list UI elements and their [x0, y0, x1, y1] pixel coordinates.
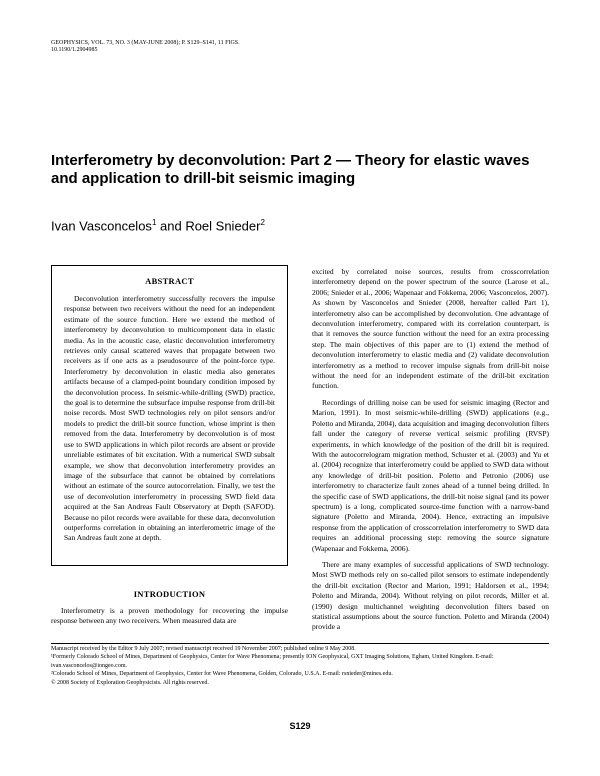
author-list	[51, 218, 265, 233]
introduction-heading: INTRODUCTION	[133, 589, 206, 599]
author-affiliation-mark: 1	[151, 218, 157, 227]
footnotes	[51, 645, 549, 687]
abstract-text: Deconvolution interferometry successfully recovers the impulse response between two receivers without the need for an independent estimate of the source function. Here we extend the method of interferometry by deconvolution to multicomponent data in elastic media. As in the acoustic case, elastic deconvolution interferometry retrieves only causal scattered waves that propagate between two receivers as if one acts as a pseudosource of the point-force type. Interferometry by deconvolution in elastic media also generates artifacts because of a clamped-point boundary condition imposed by the deconvolution process. In seismic-while-drilling (SWD) practice, the goal is to determine the subsurface impulse response from drill-bit noise records. Most SWD technologies rely on pilot sensors and/or models to predict the drill-bit source function, whose imprint is then removed from the data. Interferometry by deconvolution is of most use to SWD applications in which pilot records are absent or provide unreliable estimates of bit excitation. With a numerical SWD subsalt example, we show that deconvolution interferometry provides an image of the subsurface that cannot be obtained by correlations without an estimate of the source autocorrelation. Finally, we test the use of deconvolution interferometry in processing SWD field data acquired at the San Andreas Fault Observatory at Depth (SAFOD). Because no pilot records were available for these data, deconvolution outperforms correlation in obtaining an interferometric image of the San Andreas fault zone at depth.	[64, 294, 275, 543]
body-paragraph: Recordings of drilling noise can be used for seismic imaging (Rector and Marion, 1991). In most seismic-while-drilling (SWD) applications (e.g., Poletto and Miranda, 2004), data acquisition and imaging deconvolution filters fall under the category of reverse vertical seismic profiling (RVSP) experiments, in which knowledge of the position of the drill bit is required. With the autocorrelogram migration method, Schuster et al. (2003) and Yu et al. (2004) recognize that interferometry could be applied to SWD data without any knowledge of drill-bit position. Poletto and Petronio (2006) use interferometry to characterize fault zones ahead of a tunnel being drilled. In the specific case of SWD applications, the drill-bit noise signal (and its power spectrum) is a long, complicated source-time function with a narrow-band signature (Poletto and Miranda, 2004). Hence, extracting an impulsive response from the application of crosscorrelation interferometry to SWD data requires an additional processing step: removing the source signature (Wapenaar and Fokkema, 2006).	[312, 397, 549, 553]
abstract-heading: ABSTRACT	[145, 276, 194, 286]
footnote-affiliation-1: ¹Formerly Colorado School of Mines, Department of Geophysics, Center for Wave Phenomena; presently ION Geophysical, GXT Imaging Solutions, Egham, United Kingdom. E-mail: ivan.vasconcelos@iongeo.com.	[51, 654, 494, 669]
body-paragraph: excited by correlated noise sources, results from crosscorrelation interferometry depend on the power spectrum of the source (Larose et al., 2006; Snieder et al., 2006; Wapenaar and Fokkema, 2006; Vasconcelos, 2007). As shown by Vasconcelos and Snieder (2008, hereafter called Part 1), interferometry also can be accomplished by deconvolution. One advantage of deconvolution interferometry, compared with its correlation counterpart, is that it removes the source function without the need for an extra processing step. The main objectives of this paper are to (1) extend the method of deconvolution interferometry to elastic media and (2) validate deconvolution interferometry as a method to recover impulse signals from drill-bit noise without the need for an independent estimate of the drill-bit excitation function.	[312, 267, 549, 391]
author-name: Ivan Vasconcelos	[51, 218, 152, 234]
introduction-text: Interferometry is a proven methodology for recovering the impulse response between any two receivers. When measured data are	[51, 606, 288, 626]
page-number: S129	[289, 721, 311, 731]
doi: 10.1190/1.2904985	[51, 47, 98, 53]
author-affiliation-mark: 2	[260, 218, 265, 227]
footnote-affiliation-2: ²Colorado School of Mines, Department of Geophysics, Center for Wave Phenomena, Golden, Colorado, U.S.A. E-mail: rsnieder@mines.edu.	[51, 671, 393, 678]
journal-header	[51, 40, 351, 54]
abstract-box	[51, 265, 288, 566]
footnote-manuscript: Manuscript received by the Editor 9 July 2007; revised manuscript received 19 November 2007; published online 9 May 2008.	[51, 646, 356, 652]
author-name: Roel Snieder	[185, 218, 261, 234]
author-connector: and	[156, 218, 186, 234]
footnote-copyright: © 2008 Society of Exploration Geophysicists. All rights reserved.	[51, 679, 209, 686]
journal-citation: GEOPHYSICS, VOL. 73, NO. 3 (MAY-JUNE 2008); P. S129–S141, 11 FIGS.	[51, 40, 240, 46]
footnote-divider	[51, 643, 549, 644]
paper-title: Interferometry by deconvolution: Part 2 — Theory for elastic waves and application to drill-bit seismic imaging	[51, 152, 530, 187]
body-paragraph: There are many examples of successful applications of SWD technology. Most SWD methods rely on so-called pilot sensors to estimate independently the drill-bit excitation (Rector and Marion, 1991; Haldorsen et al., 1994; Poletto and Miranda, 2004). Without relying on pilot records, Miller et al. (1990) design multichannel weighting deconvolution filters based on statistical assumptions about the source function. Poletto and Miranda (2004) provide a	[312, 559, 549, 632]
right-column	[312, 267, 549, 639]
